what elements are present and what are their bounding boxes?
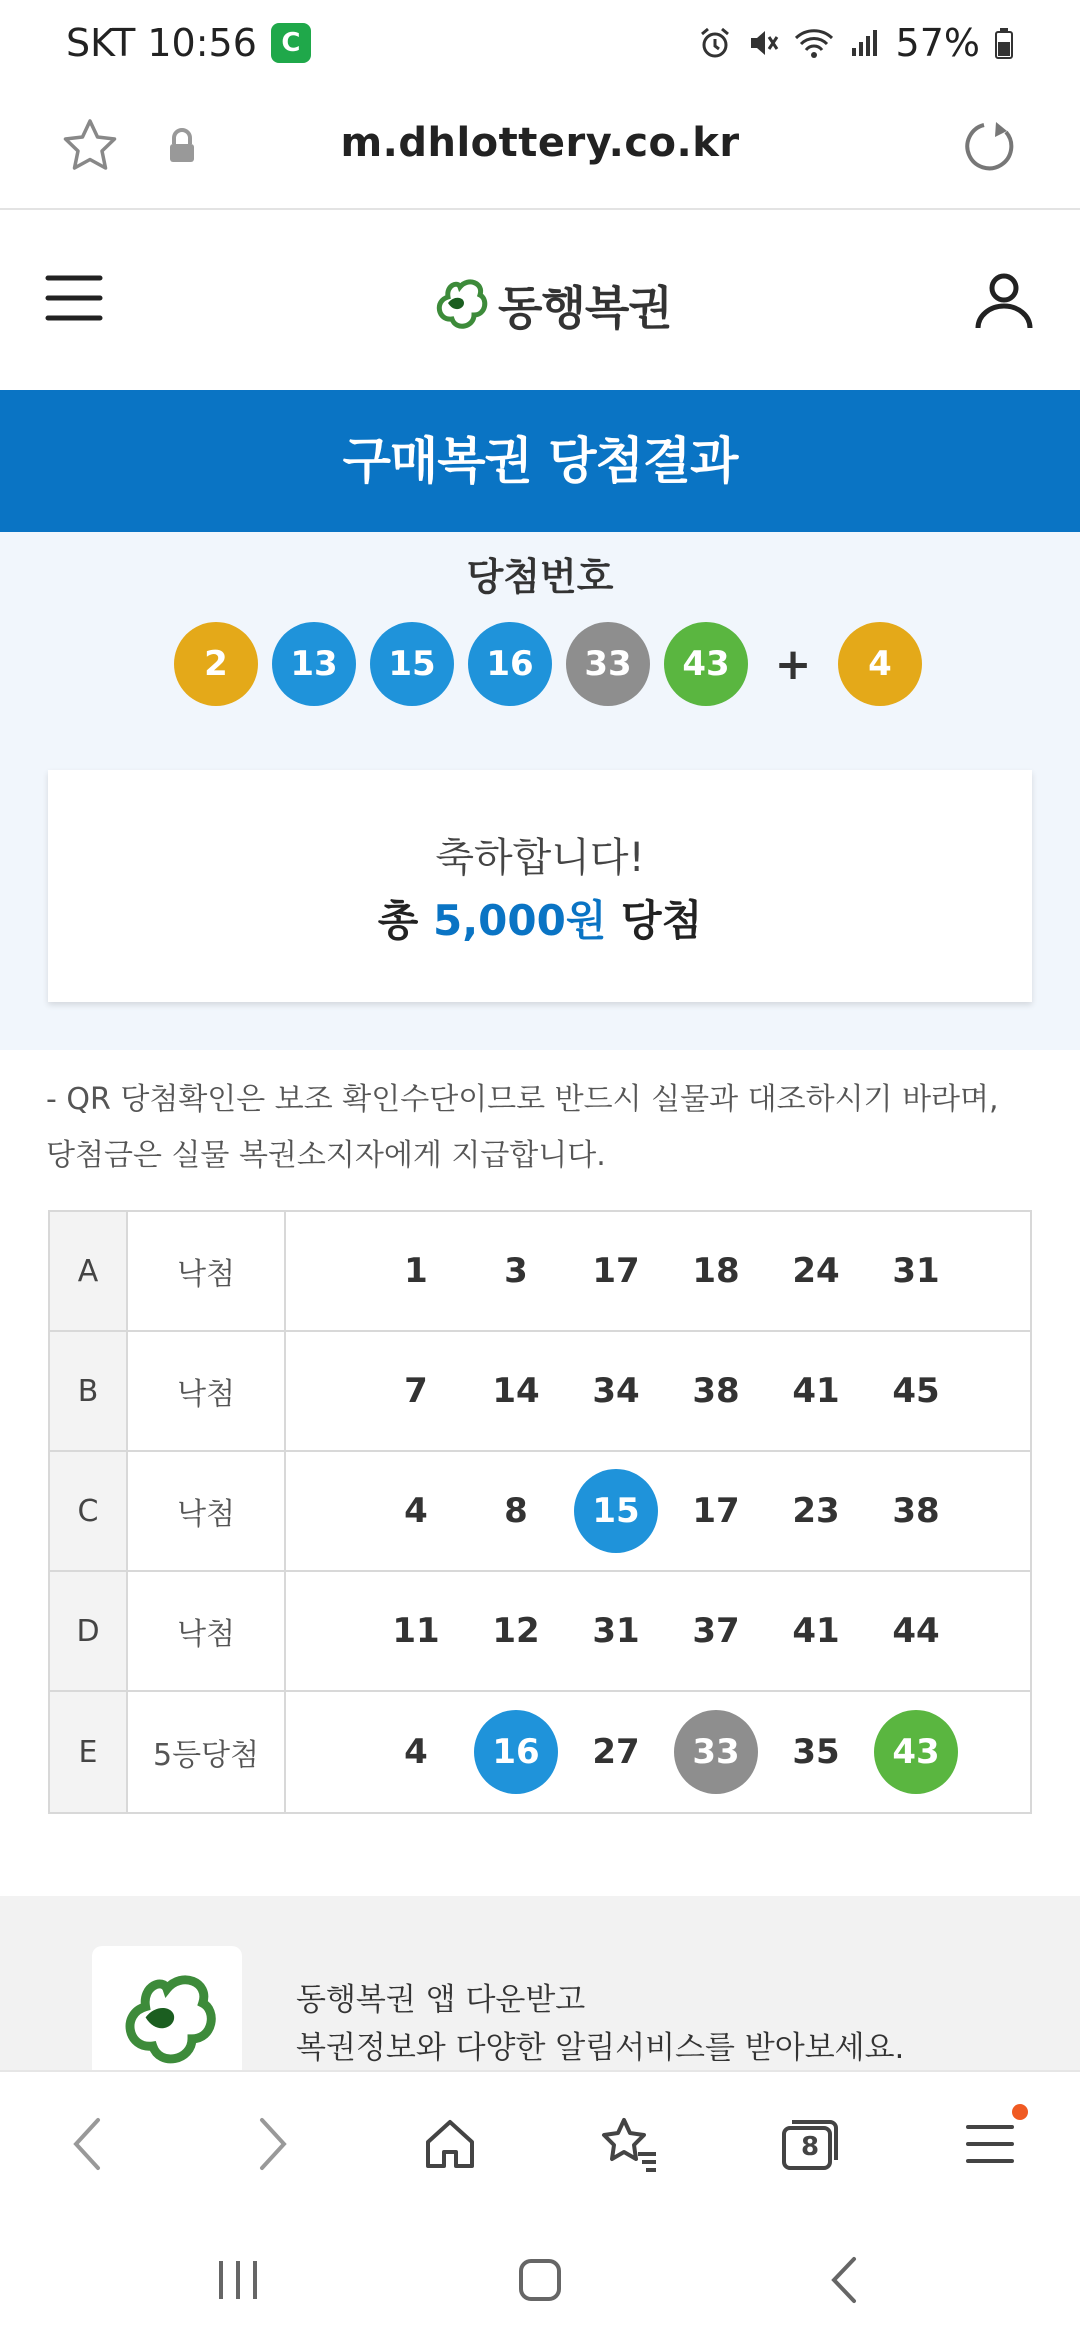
- ticket-number: 3: [504, 1251, 528, 1291]
- results-table: [48, 1210, 1032, 1814]
- winning-ball: 33: [566, 622, 650, 706]
- matched-number: 16: [474, 1710, 558, 1794]
- row-label: B: [50, 1332, 128, 1450]
- logo-mark-icon: [432, 277, 488, 333]
- app-download-banner[interactable]: [0, 1896, 1080, 2070]
- forward-button[interactable]: [236, 2108, 308, 2180]
- winning-ball: 13: [272, 622, 356, 706]
- logo-mark-icon: [117, 1971, 217, 2070]
- site-header: [0, 212, 1080, 390]
- row-label: A: [50, 1212, 128, 1330]
- carrier-time: SKT 10:56: [66, 21, 257, 65]
- page-title: 구매복권 당첨결과: [0, 390, 1080, 532]
- ticket-number: 37: [692, 1611, 740, 1651]
- tabs-button[interactable]: [774, 2108, 846, 2180]
- hamburger-icon[interactable]: [44, 272, 104, 324]
- recent-apps-icon: [213, 2257, 263, 2303]
- qr-notice: - QR 당첨확인은 보조 확인수단이므로 반드시 실물과 대조하시기 바라며, 당첨금은 실물 복권소지자에게 지급합니다.: [46, 1082, 999, 1173]
- ticket-number: 23: [792, 1491, 840, 1531]
- ticket-number: 8: [504, 1491, 528, 1531]
- result-card: [48, 770, 1032, 1002]
- ticket-number: 4: [404, 1491, 428, 1531]
- ticket-number: 38: [892, 1491, 940, 1531]
- prize-suffix: 당첨: [621, 896, 703, 945]
- system-nav-bar: [0, 2210, 1080, 2340]
- app-banner-line2: 복권정보와 다양한 알림서비스를 받아보세요.: [296, 2030, 905, 2066]
- bookmarks-button[interactable]: [594, 2108, 666, 2180]
- row-numbers: [286, 1572, 1030, 1690]
- wifi-icon: [794, 26, 834, 60]
- row-label: C: [50, 1452, 128, 1570]
- status-bar: [0, 0, 1080, 86]
- mute-icon: [746, 26, 780, 60]
- winning-numbers-label: 당첨번호: [466, 555, 614, 599]
- bookmarks-star-icon: [598, 2114, 662, 2174]
- winning-ball: 15: [370, 622, 454, 706]
- battery-percent: 57%: [895, 21, 980, 65]
- alarm-icon: [698, 26, 732, 60]
- signal-icon: [848, 26, 882, 60]
- ticket-number: 14: [492, 1371, 540, 1411]
- winning-numbers-section: [0, 532, 1080, 1050]
- ticket-number: 31: [892, 1251, 940, 1291]
- app-notification-icon: C: [271, 23, 311, 63]
- row-status: 낙첨: [128, 1572, 286, 1690]
- battery-icon: [994, 26, 1014, 60]
- ticket-number: 4: [404, 1732, 428, 1772]
- browser-menu-icon: [962, 2119, 1018, 2169]
- app-logo: [92, 1946, 242, 2070]
- winning-ball: 16: [468, 622, 552, 706]
- matched-number: 33: [674, 1710, 758, 1794]
- url-field[interactable]: m.dhlottery.co.kr: [340, 120, 740, 166]
- table-row: [50, 1452, 1030, 1572]
- ticket-number: 7: [404, 1371, 428, 1411]
- browser-bottom-nav: [0, 2070, 1080, 2210]
- row-numbers: [286, 1212, 1030, 1330]
- ticket-number: 41: [792, 1371, 840, 1411]
- notification-dot: [1012, 2104, 1028, 2120]
- ticket-number: 34: [592, 1371, 640, 1411]
- congrats-text: 축하합니다!: [435, 835, 645, 881]
- home-icon: [420, 2114, 480, 2174]
- prize-summary: [48, 888, 1032, 948]
- ticket-number: 31: [592, 1611, 640, 1651]
- tab-count: 8: [800, 2132, 820, 2162]
- home-nav-button[interactable]: [510, 2250, 570, 2310]
- row-numbers: [286, 1452, 1030, 1570]
- row-numbers: [286, 1692, 1030, 1812]
- matched-number: 43: [874, 1710, 958, 1794]
- row-label: D: [50, 1572, 128, 1690]
- ticket-number: 44: [892, 1611, 940, 1651]
- ticket-number: 35: [792, 1732, 840, 1772]
- status-right: [698, 21, 1014, 65]
- ticket-number: 11: [392, 1611, 440, 1651]
- ticket-number: 41: [792, 1611, 840, 1651]
- site-logo[interactable]: [432, 272, 672, 338]
- app-banner-line1: 동행복권 앱 다운받고: [296, 1982, 586, 2018]
- status-left: [66, 21, 311, 65]
- ticket-number: 27: [592, 1732, 640, 1772]
- winning-ball: 2: [174, 622, 258, 706]
- home-square-icon: [515, 2255, 565, 2305]
- row-label: E: [50, 1692, 128, 1812]
- table-row: [50, 1332, 1030, 1452]
- recent-apps-button[interactable]: [208, 2250, 268, 2310]
- table-row: [50, 1572, 1030, 1692]
- back-button[interactable]: [52, 2108, 124, 2180]
- row-status: 낙첨: [128, 1452, 286, 1570]
- system-back-icon: [824, 2255, 864, 2305]
- ticket-number: 45: [892, 1371, 940, 1411]
- app-banner-text: [296, 1976, 904, 2070]
- winning-balls: [174, 622, 922, 706]
- ticket-number: 38: [692, 1371, 740, 1411]
- browser-menu-button[interactable]: [954, 2108, 1026, 2180]
- ticket-number: 1: [404, 1251, 428, 1291]
- reload-icon[interactable]: [960, 116, 1020, 176]
- ticket-number: 18: [692, 1251, 740, 1291]
- table-row: [50, 1212, 1030, 1332]
- browser-url-bar: [0, 86, 1080, 210]
- matched-number: 15: [574, 1469, 658, 1553]
- home-button[interactable]: [414, 2108, 486, 2180]
- ticket-number: 12: [492, 1611, 540, 1651]
- system-back-button[interactable]: [814, 2250, 874, 2310]
- prize-amount: 5,000원: [433, 896, 607, 945]
- chevron-right-icon: [252, 2114, 292, 2174]
- user-icon[interactable]: [972, 268, 1036, 332]
- row-status: 낙첨: [128, 1212, 286, 1330]
- prize-prefix: 총: [377, 896, 419, 945]
- ticket-number: 24: [792, 1251, 840, 1291]
- row-status: 5등당첨: [128, 1692, 286, 1812]
- row-status: 낙첨: [128, 1332, 286, 1450]
- chevron-left-icon: [68, 2114, 108, 2174]
- ticket-number: 17: [692, 1491, 740, 1531]
- row-numbers: [286, 1332, 1030, 1450]
- table-row: [50, 1692, 1030, 1812]
- winning-ball: 43: [664, 622, 748, 706]
- bonus-ball: 4: [838, 622, 922, 706]
- logo-text: 동행복권: [498, 281, 672, 335]
- ticket-number: 17: [592, 1251, 640, 1291]
- bonus-plus: +: [774, 638, 812, 690]
